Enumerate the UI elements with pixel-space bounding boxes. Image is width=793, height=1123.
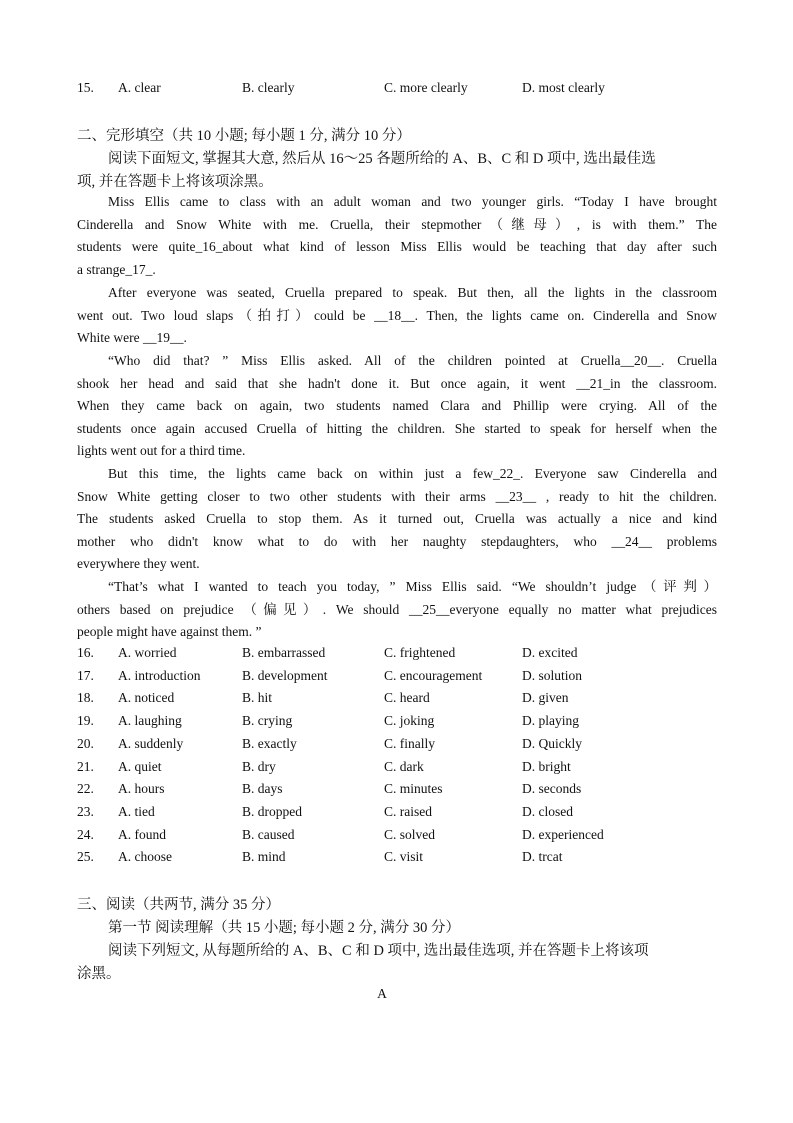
- option-c: C. joking: [384, 713, 435, 729]
- option-c: C. heard: [384, 690, 430, 706]
- section-3-instruction-line-1: 阅读下列短文, 从每题所给的 A、B、C 和 D 项中, 选出最佳选项, 并在答题卡上将该项: [108, 943, 649, 959]
- option-a: A. quiet: [118, 758, 162, 774]
- passage-line: everywhere they went.: [77, 556, 200, 572]
- section-3-instruction-line-2: 涂黑。: [77, 966, 121, 982]
- section-2-heading: 二、完形填空（共 10 小题; 每小题 1 分, 满分 10 分）: [77, 128, 411, 144]
- option-b: B. embarrassed: [242, 645, 326, 660]
- passage-line: mother who didn't know what to do with her naughty stepdaughters, who __24__ problems: [77, 533, 717, 549]
- passage-line: lights went out for a third time.: [77, 443, 246, 459]
- option-a: A. tied: [118, 803, 155, 819]
- option-d: D. solution: [522, 667, 583, 683]
- option-c: C. encouragement: [384, 667, 483, 683]
- passage-line: people might have against them. ”: [77, 624, 262, 640]
- question-number: 24.: [77, 826, 94, 842]
- option-d: D. playing: [522, 713, 579, 729]
- option-c: C. dark: [384, 758, 424, 774]
- option-b: B. dropped: [242, 803, 302, 819]
- passage-label: A: [377, 986, 387, 1001]
- option-c: C. solved: [384, 826, 436, 842]
- option-c: C. frightened: [384, 645, 456, 660]
- option-c: C. finally: [384, 735, 435, 751]
- option-c: C. visit: [384, 849, 424, 865]
- section-2-instruction-line-1: 阅读下面短文, 掌握其大意, 然后从 16～25 各题所给的 A、B、C 和 D 项中, 选出最佳选: [108, 151, 656, 167]
- option-d: D. most clearly: [522, 80, 605, 95]
- question-row: [77, 827, 717, 847]
- section-3-heading: 三、阅读（共两节, 满分 35 分）: [77, 897, 280, 913]
- passage-line: “Who did that? ” Miss Ellis asked. All of the children pointed at Cruella__20__. Cruella: [108, 353, 717, 368]
- question-number: 21.: [77, 758, 94, 774]
- passage-line: “That’s what I wanted to teach you today, ” Miss Ellis said. “We shouldn’t judge（评判）: [108, 579, 717, 594]
- option-b: B. days: [242, 781, 283, 797]
- passage-line: White were __19__.: [77, 330, 187, 346]
- passage-line: The students asked Cruella to stop them. As it turned out, Cruella was actually a nice and kind: [77, 511, 717, 527]
- option-b: B. exactly: [242, 735, 297, 751]
- option-d: D. bright: [522, 758, 571, 774]
- option-a: A. hours: [118, 781, 165, 797]
- question-15: [77, 80, 717, 100]
- question-row: [77, 668, 717, 688]
- question-number: 15.: [77, 80, 94, 95]
- question-row: [77, 713, 717, 733]
- passage-line: went out. Two loud slaps（拍打）could be __18__. Then, the lights came on. Cinderella and Snow: [77, 307, 717, 323]
- question-number: 16.: [77, 645, 94, 660]
- passage-line: Miss Ellis came to class with an adult woman and two younger girls. “Today I have brought: [108, 194, 717, 209]
- question-number: 18.: [77, 690, 94, 706]
- question-row: [77, 804, 717, 824]
- option-a: A. noticed: [118, 690, 175, 706]
- option-d: D. trcat: [522, 849, 563, 865]
- passage-paragraph-1: [77, 191, 717, 281]
- passage-paragraph-2: [77, 282, 717, 350]
- question-row: [77, 690, 717, 710]
- section-2-instruction-line-2: 项, 并在答题卡上将该项涂黑。: [77, 174, 273, 190]
- option-d: D. experienced: [522, 826, 604, 842]
- question-row: [77, 849, 717, 869]
- option-b: B. development: [242, 667, 328, 683]
- question-row: [77, 781, 717, 801]
- passage-line: students once again accused Cruella of hitting the children. She started to speak for herself when the: [77, 420, 717, 436]
- option-a: A. worried: [118, 645, 177, 660]
- question-row: [77, 759, 717, 779]
- option-b: B. mind: [242, 849, 286, 865]
- option-d: D. excited: [522, 645, 578, 660]
- option-d: D. seconds: [522, 781, 582, 797]
- option-c: C. more clearly: [384, 80, 468, 95]
- option-a: A. suddenly: [118, 735, 184, 751]
- section-3-subheading: 第一节 阅读理解（共 15 小题; 每小题 2 分, 满分 30 分）: [108, 920, 461, 936]
- option-b: B. crying: [242, 713, 293, 729]
- passage-paragraph-4: [77, 463, 717, 576]
- option-a: A. introduction: [118, 667, 201, 683]
- option-d: D. given: [522, 690, 569, 706]
- passage-line: When they came back on again, two students named Clara and Phillip were crying. All of the: [77, 398, 717, 414]
- option-c: C. minutes: [384, 781, 443, 797]
- option-b: B. clearly: [242, 80, 295, 95]
- option-a: A. laughing: [118, 713, 182, 729]
- passage-line: shook her head and said that she hadn't done it. But once again, it went __21_in the classroom.: [77, 375, 717, 391]
- option-d: D. closed: [522, 803, 573, 819]
- passage-line: Snow White getting closer to two other students with their arms __23__ , ready to hit the children.: [77, 488, 717, 504]
- question-number: 19.: [77, 713, 94, 729]
- passage-paragraph-3: [77, 350, 717, 463]
- option-a: A. choose: [118, 849, 172, 865]
- option-c: C. raised: [384, 803, 432, 819]
- passage-paragraph-5: [77, 576, 717, 644]
- question-number: 22.: [77, 781, 94, 797]
- question-row: [77, 645, 717, 665]
- option-b: B. caused: [242, 826, 295, 842]
- option-a: A. clear: [118, 80, 161, 95]
- option-b: B. hit: [242, 690, 273, 706]
- question-number: 20.: [77, 735, 94, 751]
- question-number: 25.: [77, 849, 94, 865]
- passage-line: But this time, the lights came back on within just a few_22_. Everyone saw Cinderella and: [108, 466, 717, 481]
- passage-line: others based on prejudice （偏见）. We should __25__everyone equally no matter what prejudices: [77, 601, 717, 617]
- option-b: B. dry: [242, 758, 276, 774]
- question-row: [77, 736, 717, 756]
- option-d: D. Quickly: [522, 735, 582, 751]
- question-number: 23.: [77, 803, 94, 819]
- passage-line: students were quite_16_about what kind of lesson Miss Ellis would be teaching that day after such: [77, 239, 717, 255]
- passage-line: Cinderella and Snow White with me. Cruella, their stepmother（继母）, is with them.” The: [77, 216, 717, 232]
- question-number: 17.: [77, 667, 94, 683]
- passage-line: After everyone was seated, Cruella prepared to speak. But then, all the lights in the classroom: [108, 285, 717, 300]
- option-a: A. found: [118, 826, 166, 842]
- passage-line: a strange_17_.: [77, 261, 156, 277]
